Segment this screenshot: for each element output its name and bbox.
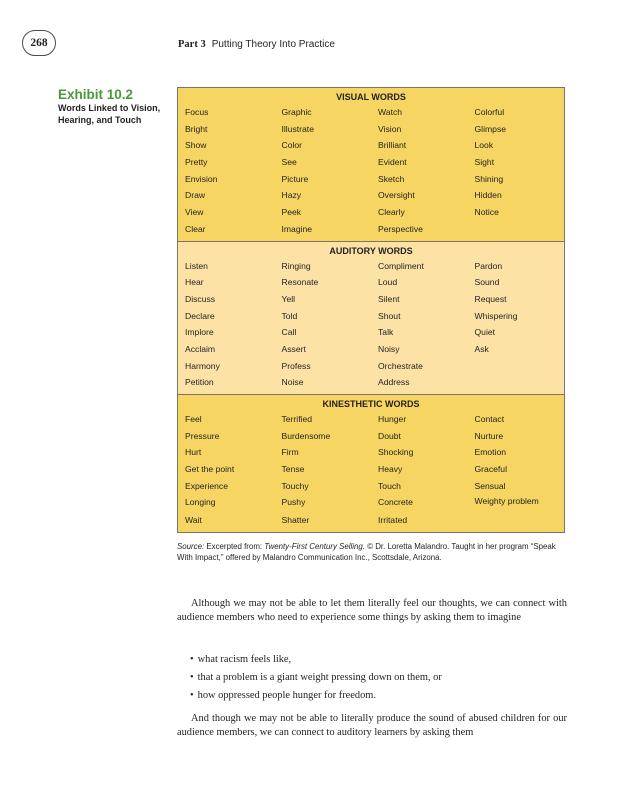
table-cell: Imagine <box>281 223 313 234</box>
table-cell: Sensual <box>474 480 506 491</box>
table-row <box>178 428 564 445</box>
table-row <box>178 121 564 138</box>
table-cell: Terrified <box>281 414 313 424</box>
table-cell: Assert <box>281 343 306 354</box>
table-cell: Picture <box>281 173 309 184</box>
table-cell <box>468 374 565 391</box>
table-cell: Silent <box>378 293 400 304</box>
table-cell: Resonate <box>281 277 319 288</box>
visual-words-section <box>178 88 564 241</box>
page-number: 268 <box>22 30 56 56</box>
table-cell: Ringing <box>281 260 311 271</box>
table-cell: Harmony <box>185 360 220 371</box>
table-row <box>178 444 564 461</box>
table-row <box>178 221 564 238</box>
table-cell: Pretty <box>185 157 208 168</box>
table-cell: View <box>185 207 204 218</box>
list-item: • what racism feels like, <box>190 651 560 669</box>
table-row <box>178 171 564 188</box>
table-cell: Implore <box>185 327 214 338</box>
table-row <box>178 104 564 121</box>
table-row <box>178 478 564 495</box>
source-text-b: © Dr. Loretta Malandro. Taught in her program “Speak With Impact,” offered by Malandro Communication Inc., Scottsdale, Arizona. <box>177 542 556 562</box>
table-cell: Contact <box>474 414 505 424</box>
table-row <box>178 341 564 358</box>
table-cell: Hurt <box>185 447 202 458</box>
part-label: Part 3 <box>178 39 206 50</box>
table-row <box>178 274 564 291</box>
table-cell: Clearly <box>378 207 405 218</box>
table-cell: Color <box>281 140 303 151</box>
table-cell: Tense <box>281 464 305 475</box>
body-paragraph-2 <box>177 712 567 741</box>
table-cell: Notice <box>474 207 499 218</box>
body-paragraph-1 <box>177 597 567 626</box>
table-cell: Watch <box>378 107 403 117</box>
word-table <box>177 87 565 533</box>
table-row <box>178 187 564 204</box>
table-cell: Shining <box>474 173 504 184</box>
table-cell: Wait <box>185 515 202 526</box>
table-cell: Shocking <box>378 447 414 458</box>
table-row <box>178 324 564 341</box>
table-cell: Sketch <box>378 173 405 184</box>
table-cell: Orchestrate <box>378 360 423 371</box>
table-cell: Illustrate <box>281 123 314 134</box>
table-cell: Draw <box>185 190 206 201</box>
table-cell: Sound <box>474 277 500 288</box>
table-cell: Burdensome <box>281 430 331 441</box>
table-cell: Discuss <box>185 293 216 304</box>
table-cell: Brilliant <box>378 140 407 151</box>
table-cell: Hunger <box>378 414 407 424</box>
table-cell: Get the point <box>185 464 235 475</box>
table-cell: Whispering <box>474 310 518 321</box>
table-cell: Profess <box>281 360 311 371</box>
paragraph-text: And though we may not be able to literally produce the sound of abused children for our audience members, we can connect to auditory learners by asking them <box>177 713 567 739</box>
table-cell: Pardon <box>474 260 503 271</box>
list-item: • that a problem is a giant weight pressing down on them, or <box>190 669 560 687</box>
table-cell <box>468 512 565 529</box>
auditory-words-section <box>178 241 564 395</box>
source-text-a: Excerpted from: <box>204 542 265 551</box>
table-cell: Nurture <box>474 430 504 441</box>
table-cell: Pushy <box>281 497 306 508</box>
source-note <box>177 541 567 563</box>
table-cell: Acclaim <box>185 343 216 354</box>
table-cell: Noisy <box>378 343 400 354</box>
table-cell: Heavy <box>378 464 403 475</box>
table-cell: Graphic <box>281 107 312 117</box>
exhibit-title: Exhibit 10.2 <box>58 87 134 102</box>
table-cell: Touch <box>378 480 401 491</box>
table-cell: Declare <box>185 310 215 321</box>
table-cell: Envision <box>185 173 218 184</box>
source-prefix: Source: <box>177 542 205 551</box>
table-row <box>178 411 564 428</box>
table-cell: Pressure <box>185 430 220 441</box>
table-cell: Longing <box>185 497 216 508</box>
table-cell: Emotion <box>474 447 507 458</box>
table-cell: Told <box>281 310 298 321</box>
section-heading: AUDITORY WORDS <box>329 245 413 256</box>
source-book-title: Twenty-First Century Selling. <box>264 542 365 551</box>
bullet-list <box>190 651 560 705</box>
table-cell: Look <box>474 140 494 151</box>
table-cell: Clear <box>185 223 206 234</box>
table-cell: Evident <box>378 157 407 168</box>
table-cell: Oversight <box>378 190 415 201</box>
section-heading: VISUAL WORDS <box>336 92 406 102</box>
table-cell: Bright <box>185 123 208 134</box>
table-row <box>178 291 564 308</box>
table-cell: Loud <box>378 277 398 288</box>
table-row <box>178 461 564 478</box>
table-cell: Feel <box>185 414 202 424</box>
table-cell: Irritated <box>378 515 408 526</box>
table-row <box>178 374 564 391</box>
table-cell <box>468 358 565 375</box>
table-cell: Shatter <box>281 515 310 526</box>
table-cell: Hear <box>185 277 204 288</box>
table-cell <box>468 221 565 238</box>
table-cell: Focus <box>185 107 209 117</box>
table-cell: Petition <box>185 377 214 388</box>
table-cell: Noise <box>281 377 304 388</box>
part-title: Putting Theory Into Practice <box>211 39 335 50</box>
table-cell: Firm <box>281 447 299 458</box>
table-row <box>178 308 564 325</box>
table-row <box>178 358 564 375</box>
table-row <box>178 137 564 154</box>
table-row <box>178 512 564 529</box>
table-cell: Talk <box>378 327 394 338</box>
table-row <box>178 154 564 171</box>
table-cell: Address <box>378 377 410 388</box>
table-cell: Peek <box>281 207 302 218</box>
table-cell: Experience <box>185 480 228 491</box>
table-row <box>178 204 564 221</box>
section-heading: KINESTHETIC WORDS <box>322 399 420 409</box>
table-cell: Listen <box>185 260 208 271</box>
table-cell: Touchy <box>281 480 309 491</box>
table-cell: Quiet <box>474 327 496 338</box>
table-cell: Vision <box>378 123 402 134</box>
table-cell: Doubt <box>378 430 401 441</box>
table-cell: Sight <box>474 157 495 168</box>
table-cell: Show <box>185 140 207 151</box>
table-cell: Yell <box>281 293 296 304</box>
table-cell: Ask <box>474 343 489 354</box>
running-head <box>178 39 335 50</box>
table-row <box>178 258 564 275</box>
table-cell: See <box>281 157 297 168</box>
paragraph-text: Although we may not be able to let them literally feel our thoughts, we can connect with audience members who need to experience some things by asking them to imagine <box>177 598 567 624</box>
list-item: • how oppressed people hunger for freedom. <box>190 687 560 705</box>
table-cell: Compliment <box>378 260 424 271</box>
exhibit-subtitle: Words Linked to Vision, Hearing, and Touch <box>58 103 161 125</box>
table-cell-text: Weighty problem <box>474 496 539 507</box>
table-cell: Request <box>474 293 507 304</box>
kinesthetic-words-section <box>178 394 564 532</box>
table-cell: Glimpse <box>474 123 507 134</box>
table-cell: Graceful <box>474 464 507 475</box>
table-cell: Call <box>281 327 297 338</box>
table-cell: Shout <box>378 310 401 321</box>
table-cell: Perspective <box>378 223 423 234</box>
table-cell: Hazy <box>281 190 302 201</box>
table-cell: Concrete <box>378 497 413 508</box>
table-cell: Colorful <box>474 107 505 117</box>
table-cell: Hidden <box>474 190 502 201</box>
